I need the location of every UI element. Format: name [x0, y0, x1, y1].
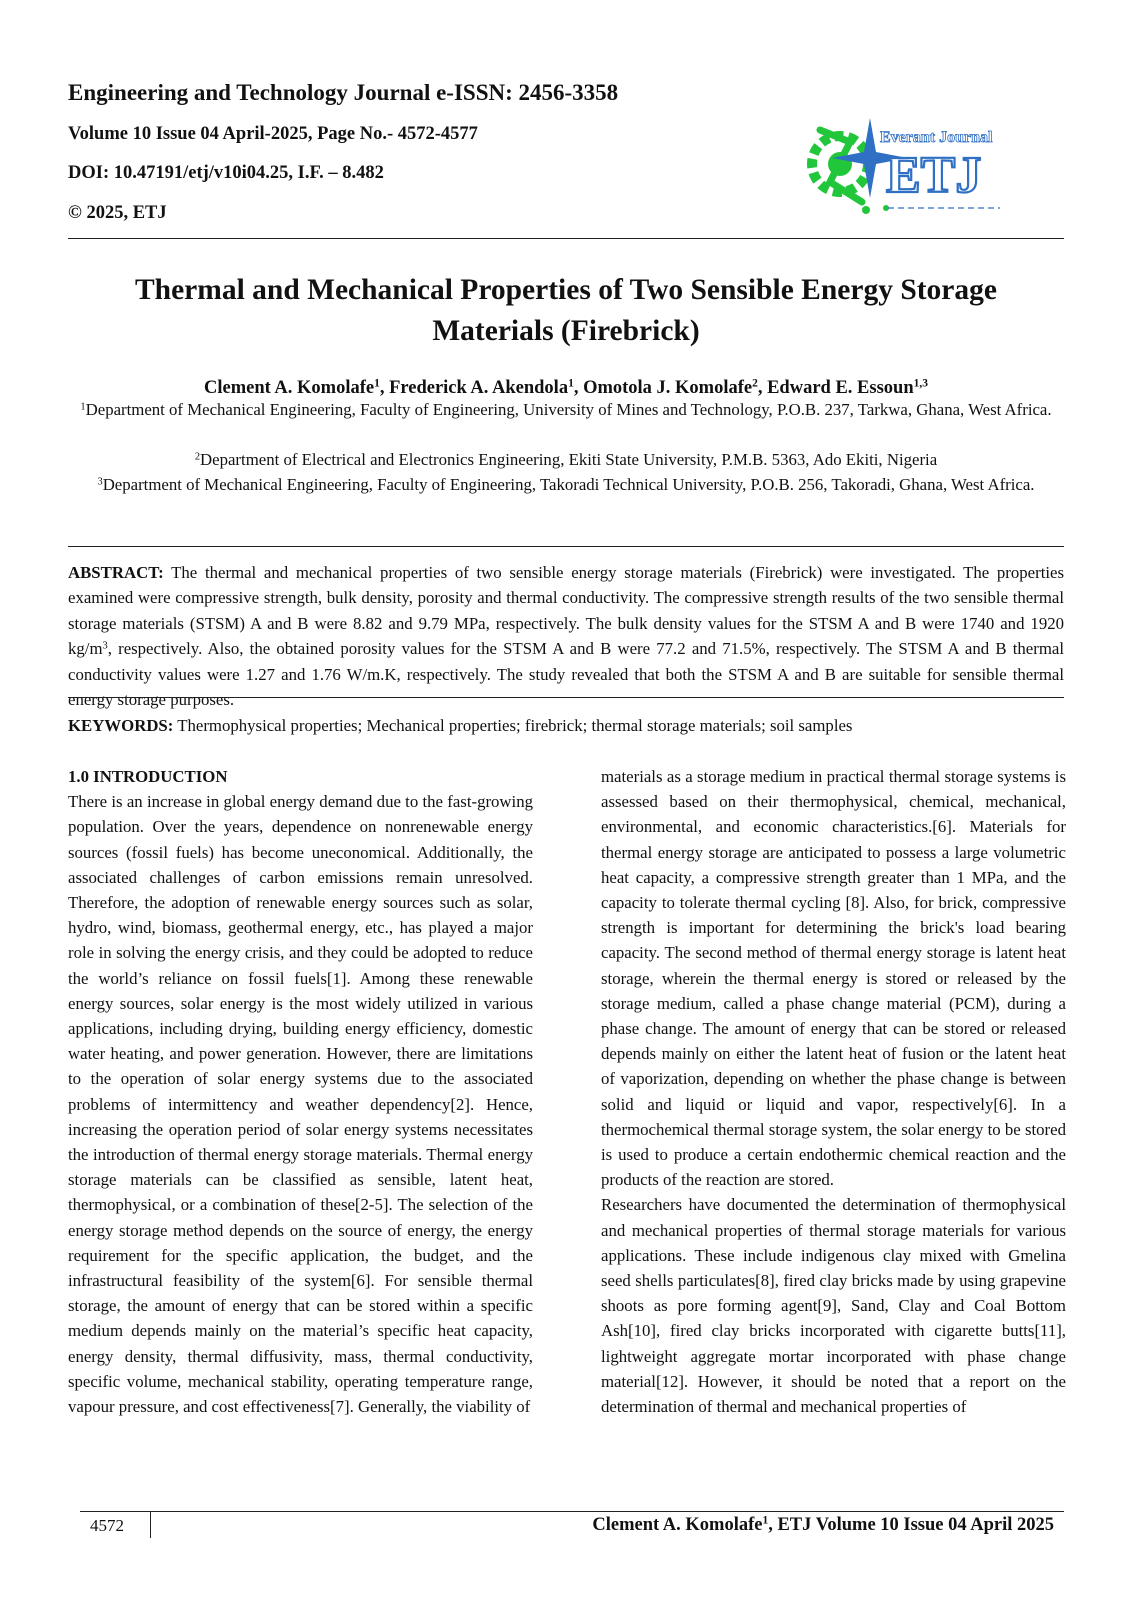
paper-title: Thermal and Mechanical Properties of Two Sensible Energy Storage Materials (Firebrick)	[135, 274, 997, 347]
footer-divider	[80, 1511, 1064, 1512]
etj-logo	[800, 112, 1018, 222]
keywords-divider	[68, 697, 1064, 698]
section-heading-introduction: 1.0 INTRODUCTION	[68, 767, 228, 786]
author-list	[60, 378, 1072, 399]
abstract-top-divider	[68, 546, 1064, 547]
introduction-paragraph-1: There is an increase in global energy demand due to the fast-growing population. Over the years, dependence on nonrenewable energy sources (fossil fuels) has become uneconomical. Additionally, the associated challenges of carbon emissions remain unresolved. Therefore, the adoption of renewable energy sources such as solar, hydro, wind, biomass, geothermal energy, etc., has played a major role in solving the energy crisis, and they could be adopted to reduce the world’s reliance on fossil fuels[1]. Among these renewable energy sources, solar energy is the most widely utilized in various applications, including drying, building energy efficiency, domestic water heating, and power generation. However, there are limitations to the operation of solar energy systems due to the associated problems of intermittency and weather dependency[2]. Hence, increasing the operation period of solar energy systems necessitates the introduction of thermal energy storage materials. Thermal energy storage materials can be classified as sensible, latent heat, thermophysical, or a combination of these[2-5]. The selection of the energy storage method depends on the source of energy, the energy requirement for the specific application, the budget, and the infrastructural feasibility of the system[6]. For sensible thermal storage, the amount of energy that can be stored within a specific medium depends mainly on the material’s specific heat capacity, energy density, thermal diffusivity, mass, thermal conductivity, specific volume, mechanical stability, operating temperature range, vapour pressure, and cost effectiveness[7]. Generally, the viability of	[68, 792, 533, 1417]
abstract-text-end: , respectively. Also, the obtained porosity values for the STSM A and B were 77.2 and 71.5%, respectively. The STSM A and B thermal conductivity values were 1.27 and 1.76 W/m.K, respectively. The study revealed that both the STSM A and B are suitable for sensible thermal energy storage purposes.	[68, 639, 1064, 710]
abstract-superscript: 3	[102, 640, 108, 652]
footer-author-marker: 1	[762, 1514, 769, 1527]
affiliation-3-text: Department of Mechanical Engineering, Faculty of Engineering, Takoradi Technical University, P.O.B. 256, Takoradi, Ghana, West Africa.	[102, 475, 1035, 494]
affiliation-1	[70, 397, 1062, 422]
footer-issue: , ETJ Volume 10 Issue 04 April 2025	[768, 1515, 1054, 1535]
affiliation-1-text: Department of Mechanical Engineering, Faculty of Engineering, University of Mines and Technology, P.O.B. 237, Tarkwa, Ghana, West Africa.	[85, 400, 1052, 419]
abstract-label: ABSTRACT:	[68, 563, 164, 582]
affiliation-2	[70, 447, 1062, 472]
author-affiliation-marker: 1	[374, 377, 380, 390]
doi-line: DOI: 10.47191/etj/v10i04.25, I.F. – 8.482	[68, 163, 384, 183]
author-name: Clement A. Komolafe	[204, 378, 375, 398]
abstract	[68, 560, 1064, 712]
footer-author: Clement A. Komolafe	[592, 1515, 763, 1535]
keywords-label: KEYWORDS:	[68, 716, 174, 735]
journal-name: Engineering and Technology Journal e-ISSN: 2456-3358	[68, 80, 619, 105]
footer-citation	[592, 1515, 1054, 1536]
affiliation-1-marker: 1	[80, 401, 86, 413]
keywords-text: Thermophysical properties; Mechanical properties; firebrick; thermal storage materials; soil samples	[173, 716, 853, 735]
header-divider	[68, 238, 1064, 239]
introduction-paragraph-2: materials as a storage medium in practical thermal storage systems is assessed based on their thermophysical, chemical, mechanical, environmental, and economic characteristics.[6]. Materials for thermal energy storage are anticipated to possess a large volumetric heat capacity, a compressive strength greater than 1 MPa, and the capacity to tolerate thermal cycling [8]. Also, for brick, compressive strength is important for determining the brick's load bearing capacity. The second method of thermal energy storage is latent heat storage, wherein the thermal energy is stored or released by the storage medium, called a phase change material (PCM), during a phase change. The amount of energy that can be stored or released depends mainly on either the latent heat of fusion or the latent heat of vaporization, depending on whether the phase change is between solid and liquid or liquid and vapor, respectively[6]. In a thermochemical thermal storage system, the solar energy to be stored is used to produce a certain endothermic chemical reaction and the products of the reaction are stored.	[601, 767, 1066, 1190]
author-name: Edward E. Essoun	[767, 378, 914, 398]
affiliation-2-text: Department of Electrical and Electronics Engineering, Ekiti State University, P.M.B. 5363, Ado Ekiti, Nigeria	[200, 450, 938, 469]
logo-main-text: ETJ	[886, 147, 982, 204]
author-affiliation-marker: 1,3	[913, 377, 928, 390]
author-name: Frederick A. Akendola	[389, 378, 569, 398]
page-number: 4572	[90, 1516, 124, 1535]
keywords	[68, 716, 1064, 736]
author-name: Omotola J. Komolafe	[583, 378, 753, 398]
copyright-line: © 2025, ETJ	[68, 203, 167, 223]
affiliation-3-marker: 3	[97, 476, 103, 488]
affiliation-2-marker: 2	[194, 451, 201, 463]
logo-subtitle: Everant Journal	[880, 129, 993, 146]
introduction-paragraph-3: Researchers have documented the determination of thermophysical and mechanical properties of thermal storage materials for various applications. These include indigenous clay mixed with Gmelina seed shells particulates[8], fired clay bricks made by using grapevine shoots as pore forming agent[9], Sand, Clay and Coal Bottom Ash[10], fired clay bricks incorporated with cigarette butts[11], lightweight aggregate mortar incorporated with phase change material[12]. However, it should be noted that a report on the determination of thermal and mechanical properties of	[601, 1195, 1066, 1417]
author-separator: ,	[379, 378, 390, 398]
affiliation-3	[70, 472, 1062, 497]
author-affiliation-marker: 2	[752, 377, 758, 390]
body-column-right	[601, 764, 1066, 1419]
author-separator: ,	[573, 378, 584, 398]
volume-info: Volume 10 Issue 04 April-2025, Page No.- 4572-4577	[68, 124, 478, 144]
gear-icon	[812, 130, 889, 214]
author-separator: ,	[757, 378, 768, 398]
author-affiliation-marker: 1	[568, 377, 574, 390]
footer-separator	[150, 1511, 151, 1538]
abstract-text: The thermal and mechanical properties of two sensible energy storage materials (Firebrick) were investigated. The properties examined were compressive strength, bulk density, porosity and thermal conductivity. The compressive strength results of the two sensible thermal storage materials (STSM) A and B were 8.82 and 9.79 MPa, respectively. The bulk density values for the STSM A and B were 1740 and 1920 kg/m	[68, 563, 1064, 659]
body-column-left	[68, 764, 533, 1419]
